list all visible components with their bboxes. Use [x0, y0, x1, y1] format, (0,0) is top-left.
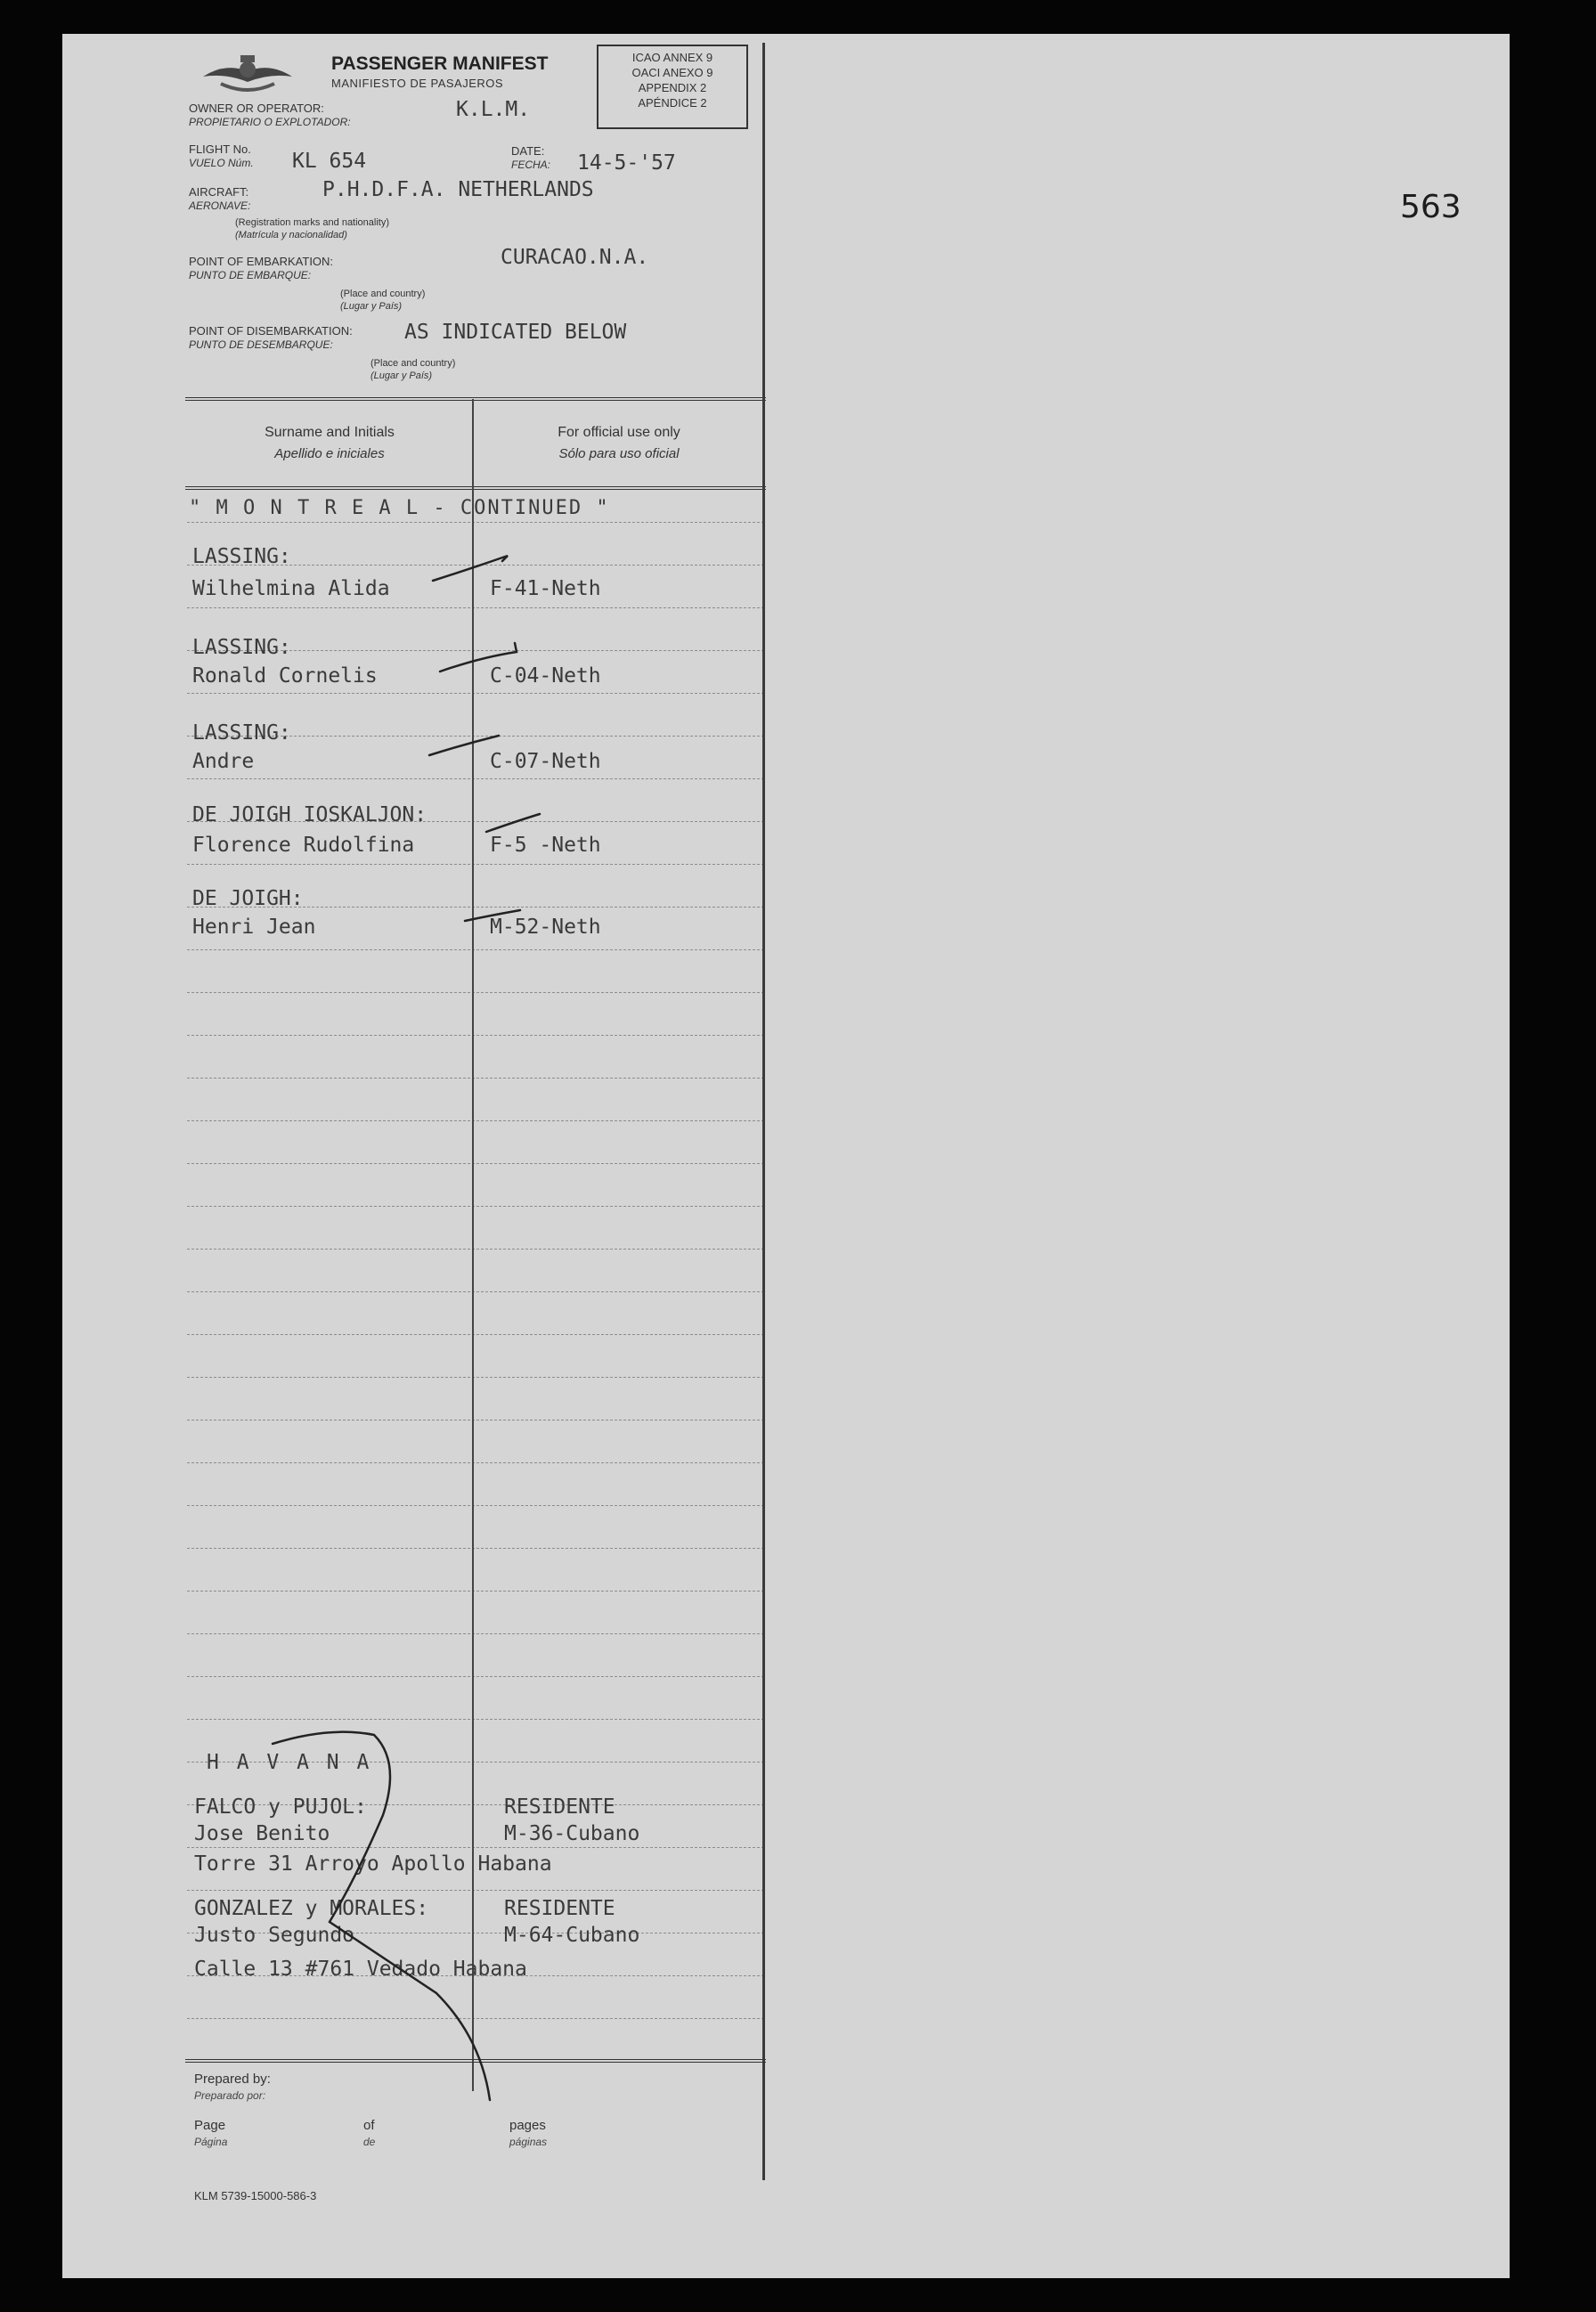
- havana-passenger-address: Calle 13 #761 Vedado Habana: [194, 1958, 527, 1981]
- havana-passenger-surname: FALCO y PUJOL:: [194, 1795, 367, 1819]
- owner-label: OWNER OR OPERATOR:: [189, 102, 324, 115]
- flight-label: FLIGHT No.: [189, 142, 251, 156]
- embark-label: POINT OF EMBARKATION:: [189, 255, 334, 268]
- of-label-es: de: [363, 2136, 376, 2148]
- section-montreal: " M O N T R E A L - CONTINUED ": [189, 497, 610, 519]
- havana-passenger-given-name: Justo Segundo: [194, 1924, 355, 1947]
- annex-line: APPENDIX 2: [638, 81, 707, 94]
- aircraft-note-es: (Matrícula y nacionalidad): [235, 230, 347, 240]
- havana-passenger-official: M-64-Cubano: [504, 1924, 640, 1947]
- prepared-by-label-es: Preparado por:: [194, 2089, 266, 2102]
- check-mark: [429, 736, 499, 755]
- embark-place-note-es: (Lugar y País): [340, 301, 403, 312]
- date-value: 14-5-'57: [577, 151, 676, 175]
- check-mark: [433, 556, 508, 581]
- flight-value: KL 654: [292, 150, 367, 173]
- embark-value: CURACAO.N.A.: [501, 246, 649, 269]
- of-label: of: [363, 2118, 375, 2133]
- pen-marks: [62, 34, 766, 2234]
- pages-label: pages: [509, 2118, 546, 2133]
- owner-label-es: PROPIETARIO O EXPLOTADOR:: [189, 116, 351, 128]
- havana-passenger-status: RESIDENTE: [504, 1897, 615, 1920]
- manifest-title: PASSENGER MANIFEST: [331, 53, 549, 74]
- disembark-label: POINT OF DISEMBARKATION:: [189, 324, 353, 338]
- date-label: DATE:: [511, 144, 545, 158]
- havana-passenger-given-name: Jose Benito: [194, 1822, 330, 1845]
- havana-passenger-address: Torre 31 Arroyo Apollo Habana: [194, 1852, 552, 1876]
- annex-line: ICAO ANNEX 9: [631, 51, 713, 64]
- havana-passenger-status: RESIDENTE: [504, 1795, 615, 1819]
- passenger-surname: DE JOIGH:: [192, 887, 304, 910]
- annex-line: APÉNDICE 2: [638, 96, 707, 110]
- pages-label-es: páginas: [509, 2136, 548, 2148]
- disembark-label-es: PUNTO DE DESEMBARQUE:: [189, 338, 333, 351]
- aircraft-value: P.H.D.F.A. NETHERLANDS: [322, 178, 594, 201]
- section-havana: H A V A N A: [207, 1751, 372, 1774]
- havana-passenger-official: M-36-Cubano: [504, 1822, 640, 1845]
- date-label-es: FECHA:: [511, 159, 551, 171]
- havana-passenger-surname: GONZALEZ y MORALES:: [194, 1897, 429, 1920]
- embark-label-es: PUNTO DE EMBARQUE:: [189, 269, 312, 281]
- check-mark: [440, 643, 517, 672]
- form-number: KLM 5739-15000-586-3: [194, 2189, 317, 2202]
- column-header-surname: Surname and Initials Apellido e iniciales: [265, 425, 395, 461]
- prepared-by-label: Prepared by:: [194, 2072, 271, 2087]
- manifest-sheet: [62, 34, 1510, 2278]
- page-number: 563: [1400, 189, 1462, 225]
- owner-value: K.L.M.: [456, 98, 531, 121]
- passenger-official: C-04-Neth: [490, 664, 601, 688]
- check-mark: [486, 814, 540, 832]
- passenger-surname: DE JOIGH IOSKALJON:: [192, 803, 428, 826]
- passenger-official: F-5 -Neth: [490, 834, 601, 857]
- manifest-form: [62, 34, 766, 2234]
- passenger-given-name: Ronald Cornelis: [192, 664, 378, 688]
- passenger-official: F-41-Neth: [490, 577, 601, 600]
- aircraft-label: AIRCRAFT:: [189, 185, 249, 199]
- disembark-place-note-es: (Lugar y País): [370, 370, 433, 381]
- passenger-given-name: Wilhelmina Alida: [192, 577, 390, 600]
- aircraft-label-es: AERONAVE:: [189, 199, 251, 212]
- passenger-official: M-52-Neth: [490, 916, 601, 939]
- passenger-given-name: Andre: [192, 750, 255, 773]
- passenger-surname: LASSING:: [192, 721, 291, 745]
- aircraft-note: (Registration marks and nationality): [235, 217, 390, 228]
- passenger-given-name: Henri Jean: [192, 916, 316, 939]
- embark-place-note: (Place and country): [340, 289, 426, 299]
- manifest-subtitle: MANIFIESTO DE PASAJEROS: [331, 77, 504, 90]
- disembark-value: AS INDICATED BELOW: [404, 321, 627, 344]
- passenger-given-name: Florence Rudolfina: [192, 834, 415, 857]
- disembark-place-note: (Place and country): [370, 358, 456, 369]
- column-header-official: For official use only Sólo para uso oficial: [558, 425, 680, 461]
- page-label: Page: [194, 2118, 226, 2133]
- flight-label-es: VUELO Núm.: [189, 157, 254, 169]
- passenger-surname: LASSING:: [192, 636, 291, 659]
- annex-line: OACI ANEXO 9: [631, 66, 713, 79]
- passenger-official: C-07-Neth: [490, 750, 601, 773]
- check-mark: [465, 910, 520, 921]
- page-label-es: Página: [194, 2136, 228, 2148]
- havana-bracket-stroke: [273, 1732, 490, 2100]
- passenger-surname: LASSING:: [192, 545, 291, 568]
